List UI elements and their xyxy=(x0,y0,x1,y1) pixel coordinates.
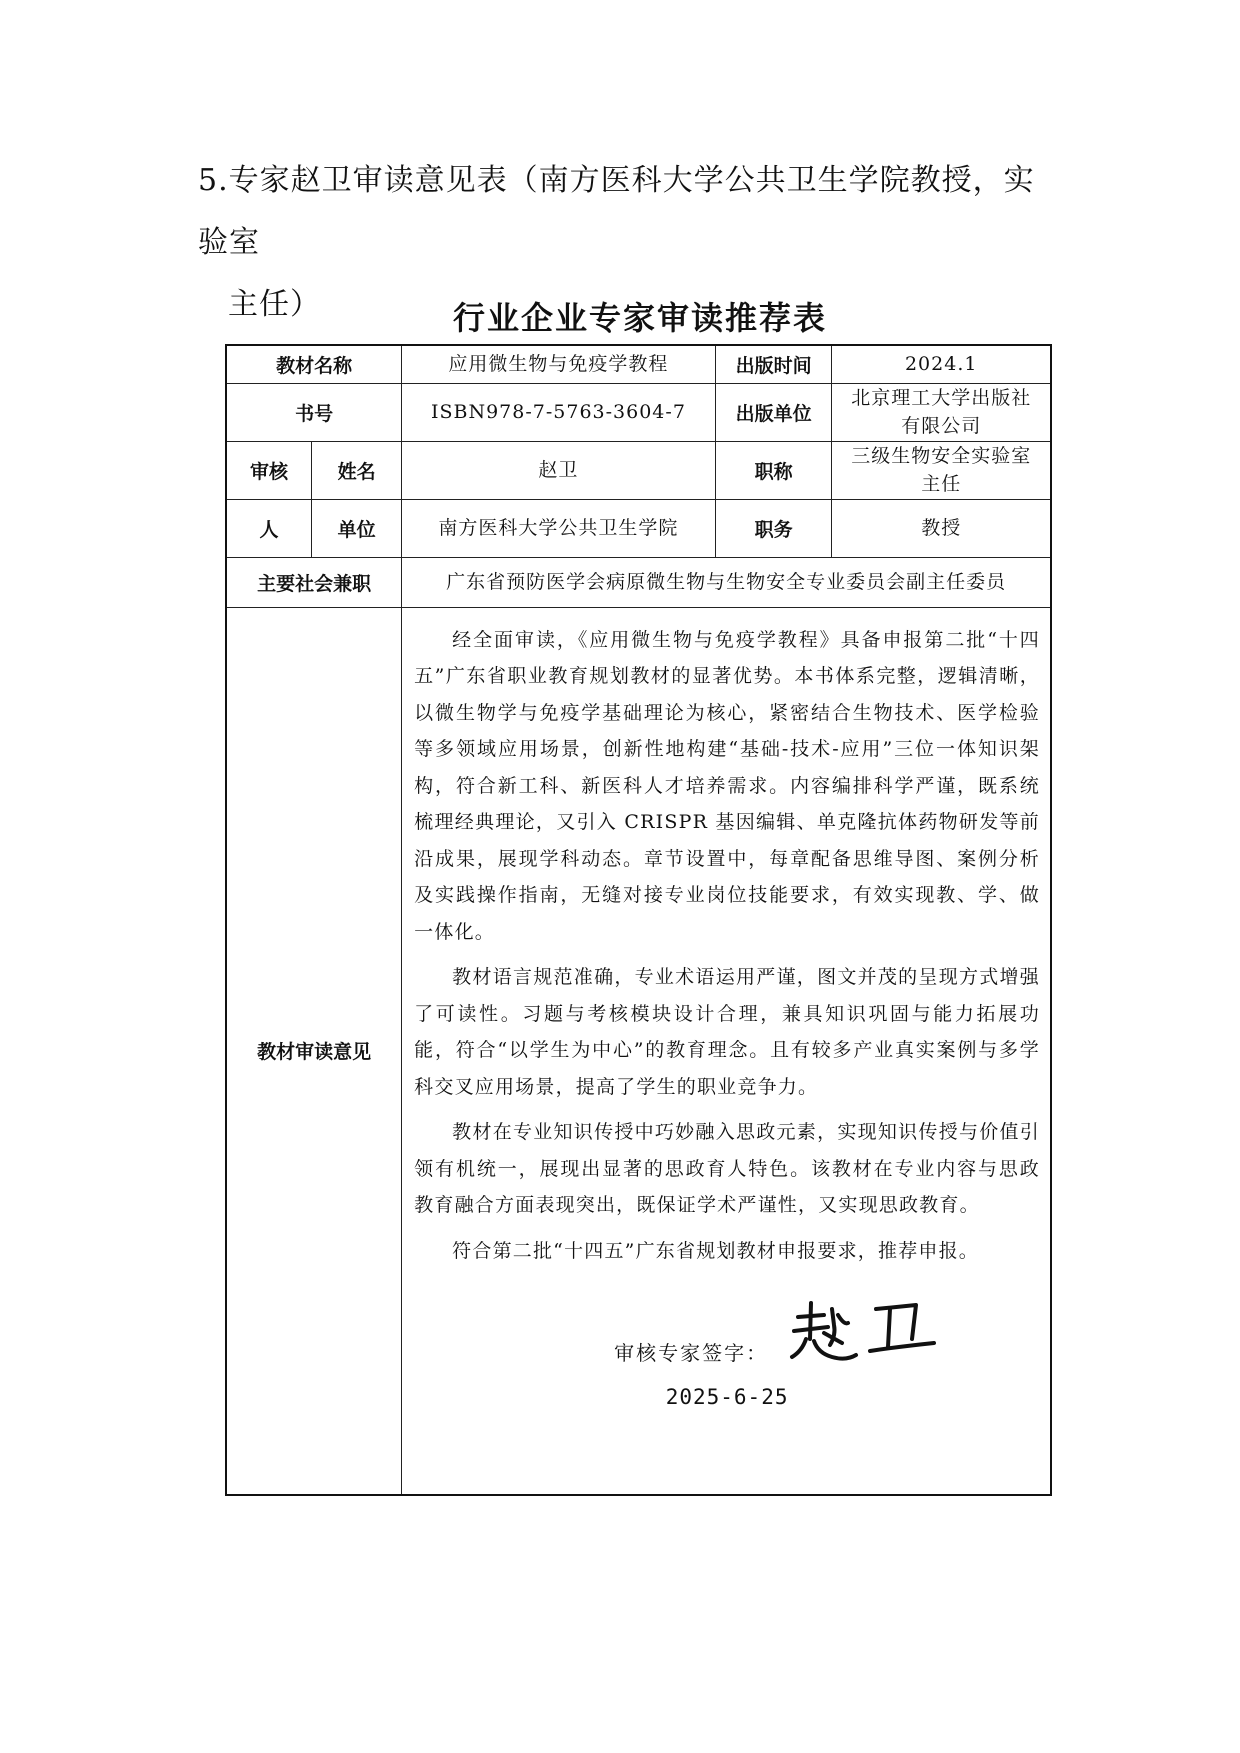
row-opinion xyxy=(226,607,1051,1495)
handwritten-signature xyxy=(784,1295,944,1375)
social-value: 广东省预防医学会病原微生物与生物安全专业委员会副主任委员 xyxy=(402,557,1051,607)
sign-label: 审核专家签字： xyxy=(614,1341,769,1365)
textbook-name-label: 教材名称 xyxy=(226,345,402,383)
publisher-label: 出版单位 xyxy=(715,383,832,441)
opinion-paragraph-1: 经全面审读，《应用微生物与免疫学教程》具备申报第二批“十四五”广东省职业教育规划教材的显著优势。本书体系完整，逻辑清晰，以微生物学与免疫学基础理论为核心，紧密结合生物技术、医学检验等多领域应用场景，创新性地构建“基础-技术-应用”三位一体知识架构，符合新工科、新医科人才培养需求。内容编排科学严谨，既系统梳理经典理论，又引入 CRISPR 基因编辑、单克隆抗体药物研发等前沿成果，展现学科动态。章节设置中，每章配备思维导图、案例分析及实践操作指南，无缝对接专业岗位技能要求，有效实现教、学、做一体化。 xyxy=(414,628,1040,943)
row-social xyxy=(226,557,1051,607)
form-title: 行业企业专家审读推荐表 xyxy=(452,299,827,337)
pub-time-value: 2024.1 xyxy=(832,345,1051,383)
isbn-label: 书号 xyxy=(226,383,402,441)
row-isbn xyxy=(226,383,1051,441)
sign-date: 2025-6-25 xyxy=(665,1385,789,1409)
opinion-content xyxy=(402,607,1051,1495)
section-heading-line2: 主任） xyxy=(228,287,321,322)
row-reviewer-unit xyxy=(226,499,1051,557)
pub-time-label: 出版时间 xyxy=(715,345,832,383)
section-number: 5. xyxy=(198,163,229,198)
position-label: 职务 xyxy=(715,499,832,557)
title-label: 职称 xyxy=(715,441,832,499)
signature-row xyxy=(414,1295,1040,1375)
position-value: 教授 xyxy=(832,499,1051,557)
name-label: 姓名 xyxy=(312,441,402,499)
unit-label: 单位 xyxy=(312,499,402,557)
row-textbook-name xyxy=(226,345,1051,383)
textbook-name-value: 应用微生物与免疫学教程 xyxy=(402,345,716,383)
opinion-paragraph-3: 教材在专业知识传授中巧妙融入思政元素，实现知识传授与价值引领有机统一，展现出显著的思政育人特色。该教材在专业内容与思政教育融合方面表现突出，既保证学术严谨性，又实现思政教育。 xyxy=(414,1121,1040,1216)
opinion-paragraph-2: 教材语言规范准确，专业术语运用严谨，图文并茂的呈现方式增强了可读性。习题与考核模块设计合理，兼具知识巩固与能力拓展功能，符合“以学生为中心”的教育理念。且有较多产业真实案例与多学科交叉应用场景，提高了学生的职业竞争力。 xyxy=(414,966,1040,1098)
reviewer-label-1: 审核 xyxy=(226,441,312,499)
opinion-paragraph-4: 符合第二批“十四五”广东省规划教材申报要求，推荐申报。 xyxy=(452,1239,980,1262)
name-value: 赵卫 xyxy=(402,441,716,499)
row-reviewer-name xyxy=(226,441,1051,499)
reviewer-label-2: 人 xyxy=(226,499,312,557)
unit-value: 南方医科大学公共卫生学院 xyxy=(402,499,716,557)
title-value: 三级生物安全实验室主任 xyxy=(832,441,1051,499)
section-heading-line1: 专家赵卫审读意见表（南方医科大学公共卫生学院教授，实验室 xyxy=(198,163,1035,260)
opinion-label: 教材审读意见 xyxy=(226,607,402,1495)
publisher-value: 北京理工大学出版社有限公司 xyxy=(832,383,1051,441)
review-form-table xyxy=(225,344,1052,1496)
isbn-value: ISBN978-7-5763-3604-7 xyxy=(402,383,716,441)
social-label: 主要社会兼职 xyxy=(226,557,402,607)
